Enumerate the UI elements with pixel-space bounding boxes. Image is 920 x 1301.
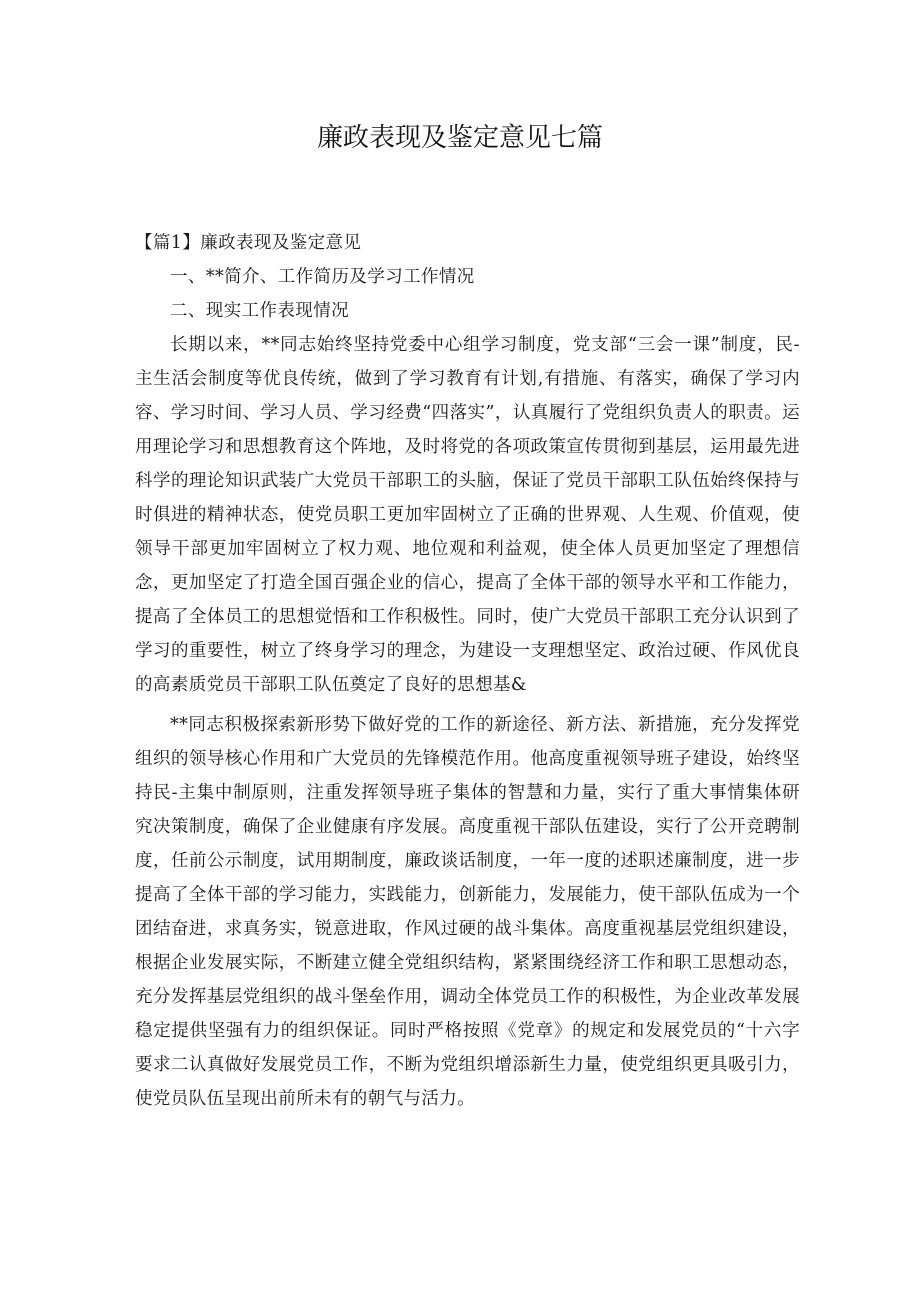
section-heading: 【篇1】廉政表现及鉴定意见 <box>135 233 362 253</box>
item-two-heading: 二、现实工作表现情况 <box>170 301 349 321</box>
paragraph-two: **同志积极探索新形势下做好党的工作的新途径、新方法、新措施，充分发挥党组织的领导核心作用和广大党员的先锋模范作用。他高度重视领导班子建设，始终坚持民-主集中制原则，注重发挥领导班子集体的智慧和力量，实行了重大事情集体研究决策制度，确保了企业健康有序发展。高度重视干部队伍建设，实行了公开竞聘制度，任前公示制度，试用期制度，廉政谈话制度，一年一度的述职述廉制度，进一步提高了全体干部的学习能力，实践能力，创新能力，发展能力，使干部队伍成为一个团结奋进，求真务实，锐意进取，作风过硬的战斗集体。高度重视基层党组织建设，根据企业发展实际，不断建立健全党组织结构，紧紧围绕经济工作和职工思想动态，充分发挥基层党组织的战斗堡垒作用，调动全体党员工作的积极性，为企业改革发展稳定提供坚强有力的组织保证。同时严格按照《党章》的规定和发展党员的“十六字要求二认真做好发展党员工作，不断为党组织增添新生力量，使党组织更具吸引力，使党员队伍呈现出前所未有的朝气与活力。 <box>135 715 800 1109</box>
paragraph-one: 长期以来，**同志始终坚持党委中心组学习制度，党支部“三会一课”制度，民-主生活会制度等优良传统，做到了学习教育有计划,有措施、有落实，确保了学习内容、学习时间、学习人员、学习经费“四落实”，认真履行了党组织负责人的职责。运用理论学习和思想教育这个阵地，及时将党的各项政策宣传贯彻到基层，运用最先进科学的理论知识武装广大党员干部职工的头脑，保证了党员干部职工队伍始终保持与时俱进的精神状态，使党员职工更加牢固树立了正确的世界观、人生观、价值观，使领导干部更加牢固树立了权力观、地位观和利益观，使全体人员更加坚定了理想信念，更加坚定了打造全国百强企业的信心，提高了全体干部的领导水平和工作能力，提高了全体员工的思想觉悟和工作积极性。同时，使广大党员干部职工充分认识到了学习的重要性，树立了终身学习的理念，为建设一支理想坚定、政治过硬、作风优良的高素质党员干部职工队伍奠定了良好的思想基& <box>135 335 800 695</box>
document-body <box>135 226 800 1116</box>
item-one-heading: 一、**简介、工作简历及学习工作情况 <box>170 267 475 287</box>
document-title: 廉政表现及鉴定意见七篇 <box>316 123 603 153</box>
